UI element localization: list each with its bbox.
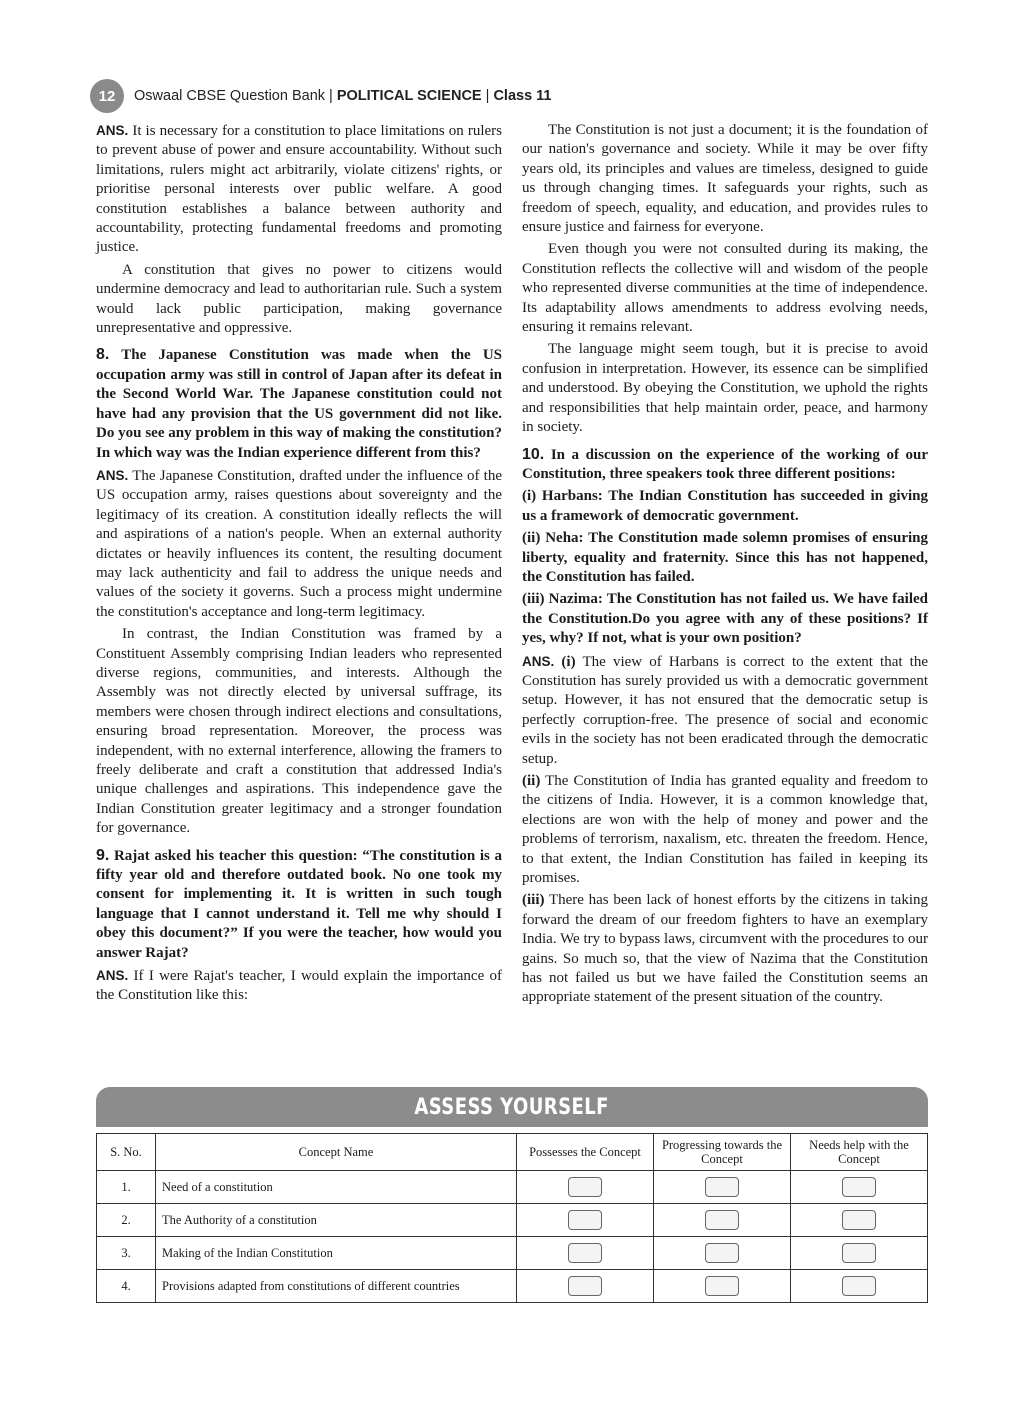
possesses-checkbox[interactable] bbox=[568, 1243, 602, 1263]
answer-paragraph: The Constitution is not just a document; it is the foundation of our nation's governance and society. While it may be over fifty years old, its principles and values are timeless, designed to guide us through changing times. It safeguards your rights, such as freedom of speech, equality, and education, and provides rules to ensure justice and fairness for everyone. bbox=[522, 122, 928, 236]
class-separator: | bbox=[485, 88, 490, 104]
column-header: S. No. bbox=[97, 1134, 156, 1171]
needs-help-checkbox[interactable] bbox=[842, 1177, 876, 1197]
column-header: Possesses the Concept bbox=[517, 1134, 654, 1171]
serial-number: 3. bbox=[97, 1237, 156, 1270]
sub-label: (i) bbox=[561, 653, 576, 670]
page-header bbox=[90, 78, 552, 114]
question-text: Rajat asked his teacher this question: “The constitution is a fifty year old and therefore outdated book. No one took my consent for implementing it. It is written in such tough language that I cannot understand it. Tell me why should I obey this document?” If you were the teacher, how would you answer Rajat? bbox=[96, 847, 503, 961]
answer-paragraph bbox=[96, 121, 502, 258]
needs-help-checkbox[interactable] bbox=[842, 1210, 876, 1230]
answer-paragraph bbox=[522, 772, 928, 888]
answer-text: The Japanese Constitution, drafted under the influence of the US occupation army, raises questions about sovereignty and the legitimacy of its creation. A constitution ideally reflects the will and aspirations of a nation's people. When an external authority dictates or heavily influences its content, the resulting document may lack authenticity and fail to address the unique needs and values of the society it governs. Such a process might undermine the constitution's acceptance and long-term legitimacy. bbox=[96, 467, 502, 620]
answer-text: The view of Harbans is correct to the extent that the Constitution has surely provided us with a democratic government setup. However, it has not ensured that the democratic setup is perfectly corruption-free. The presence of social and economic evils in the society has not been eradicated through the democratic setup. bbox=[522, 653, 929, 767]
serial-number: 2. bbox=[97, 1204, 156, 1237]
answer-text: If I were Rajat's teacher, I would explain the importance of the Constitution like this: bbox=[96, 968, 503, 1004]
assess-table bbox=[96, 1133, 928, 1303]
needs-help-checkbox[interactable] bbox=[842, 1276, 876, 1296]
question-8 bbox=[96, 345, 502, 462]
concept-name: Making of the Indian Constitution bbox=[156, 1237, 517, 1270]
column-header: Progressing towards the Concept bbox=[654, 1134, 791, 1171]
assess-yourself-banner bbox=[96, 1087, 928, 1127]
answer-text: The Constitution of India has granted equality and freedom to the citizens of India. However, it is a common knowledge that, elections are won with the help of money and power and the problems of terrorism, naxalism, etc. threaten the freedom. Hence, to that extent, the Indian Constitution has failed in keeping its promises. bbox=[522, 773, 929, 887]
possesses-checkbox[interactable] bbox=[568, 1210, 602, 1230]
possesses-checkbox[interactable] bbox=[568, 1276, 602, 1296]
question-number: 10. bbox=[522, 445, 545, 463]
table-row bbox=[97, 1171, 928, 1204]
progressing-checkbox[interactable] bbox=[705, 1276, 739, 1296]
ans-label: ANS. bbox=[96, 123, 129, 138]
table-header-row bbox=[97, 1134, 928, 1171]
sub-label: (ii) bbox=[522, 773, 541, 789]
question-10 bbox=[522, 445, 928, 485]
question-text: The Japanese Constitution was made when the US occupation army was still in control of Japan after its defeat in the Second World War. The Japanese constitution could not have had any provision that the US government did not like. Do you see any problem in this way of making the constitution? In which way was the Indian experience different from this? bbox=[96, 347, 503, 461]
position-neha: (ii) Neha: The Constitution made solemn promises of ensuring liberty, equality and fraternity. Since this has not happened, the Constitution has failed. bbox=[522, 530, 928, 585]
left-column bbox=[96, 121, 502, 1009]
concept-name: The Authority of a constitution bbox=[156, 1204, 517, 1237]
answer-paragraph bbox=[522, 891, 928, 1007]
answer-paragraph: The language might seem tough, but it is precise to avoid confusion in interpretation. However, its essence can be simplified and understood. By obeying the Constitution, we uphold the rights and responsibilities that help maintain order, peace, and harmony in society. bbox=[522, 341, 928, 436]
ans-label: ANS. bbox=[522, 653, 555, 669]
assess-yourself-title: ASSESS YOURSELF bbox=[414, 1094, 610, 1120]
position-harbans: (i) Harbans: The Indian Constitution has succeeded in giving us a framework of democratic government. bbox=[522, 488, 928, 524]
running-head bbox=[134, 88, 552, 104]
answer-paragraph bbox=[96, 966, 502, 1006]
concept-name: Need of a constitution bbox=[156, 1171, 517, 1204]
ans-label: ANS. bbox=[96, 467, 129, 483]
publisher-text: Oswaal CBSE Question Bank | bbox=[134, 88, 333, 104]
answer-paragraph bbox=[96, 466, 502, 622]
serial-number: 4. bbox=[97, 1270, 156, 1303]
question-9 bbox=[96, 846, 502, 963]
progressing-checkbox[interactable] bbox=[705, 1210, 739, 1230]
ans-label: ANS. bbox=[96, 968, 129, 984]
class-text: Class 11 bbox=[493, 88, 552, 104]
answer-paragraph bbox=[522, 652, 928, 769]
subject-text: POLITICAL SCIENCE bbox=[336, 88, 482, 104]
possesses-checkbox[interactable] bbox=[568, 1177, 602, 1197]
progressing-checkbox[interactable] bbox=[705, 1177, 739, 1197]
column-header: Needs help with the Concept bbox=[791, 1134, 928, 1171]
answer-paragraph: Even though you were not consulted during its making, the Constitution reflects the collective will and wisdom of the people who represented diverse communities at the time of independence. Its adaptability allows amendments to address evolving needs, ensuring it remains relevant. bbox=[522, 241, 928, 336]
question-number: 8. bbox=[96, 346, 110, 364]
question-text: In a discussion on the experience of the working of our Constitution, three speakers took three different positions: bbox=[522, 446, 928, 482]
serial-number: 1. bbox=[97, 1171, 156, 1204]
answer-text: It is necessary for a constitution to place limitations on rulers to prevent abuse of power and ensure accountability. Without such limitations, rulers might act arbitrarily, violate citizens' rights, or prioritise personal interests over public welfare. A good constitution establishes a balance between authority and accountability, protecting fundamental freedoms and promoting justice. bbox=[96, 123, 503, 256]
right-column bbox=[522, 121, 928, 1011]
position-nazima: (iii) Nazima: The Constitution has not failed us. We have failed the Constitution.Do you agree with any of these positions? If yes, why? If not, what is your own position? bbox=[522, 591, 928, 647]
answer-paragraph: A constitution that gives no power to citizens would undermine democracy and lead to authoritarian rule. Such a system would lack public participation, making governance unrepresentative and oppressive. bbox=[96, 261, 502, 337]
question-number: 9. bbox=[96, 846, 110, 864]
table-row bbox=[97, 1270, 928, 1303]
page-number-badge: 12 bbox=[90, 79, 124, 113]
sub-label: (iii) bbox=[522, 892, 545, 909]
answer-paragraph: In contrast, the Indian Constitution was framed by a Constituent Assembly comprising Indian leaders who represented diverse regions, communities, and interests. Although the Assembly was not directly elected by universal suffrage, its members were chosen through indirect elections and consultations, ensuring broad representation. Moreover, the process was independent, with no external interference, allowing the framers to freely deliberate and craft a constitution that addressed India's unique challenges and aspirations. This independence gave the Indian Constitution greater legitimacy and a stronger foundation for governance. bbox=[96, 626, 502, 837]
table-row bbox=[97, 1204, 928, 1237]
progressing-checkbox[interactable] bbox=[705, 1243, 739, 1263]
needs-help-checkbox[interactable] bbox=[842, 1243, 876, 1263]
concept-name: Provisions adapted from constitutions of different countries bbox=[156, 1270, 517, 1303]
column-header: Concept Name bbox=[156, 1134, 517, 1171]
answer-text: There has been lack of honest efforts by the citizens in taking forward the dream of our freedom fighters to have an exemplary India. We try to bypass laws, circumvent with the procedures to our gains. So much so, that the view of Nazima that the Constitution has not failed us but we have failed the Constitution seems an appropriate statement of the present situation of the country. bbox=[522, 892, 928, 1006]
table-row bbox=[97, 1237, 928, 1270]
